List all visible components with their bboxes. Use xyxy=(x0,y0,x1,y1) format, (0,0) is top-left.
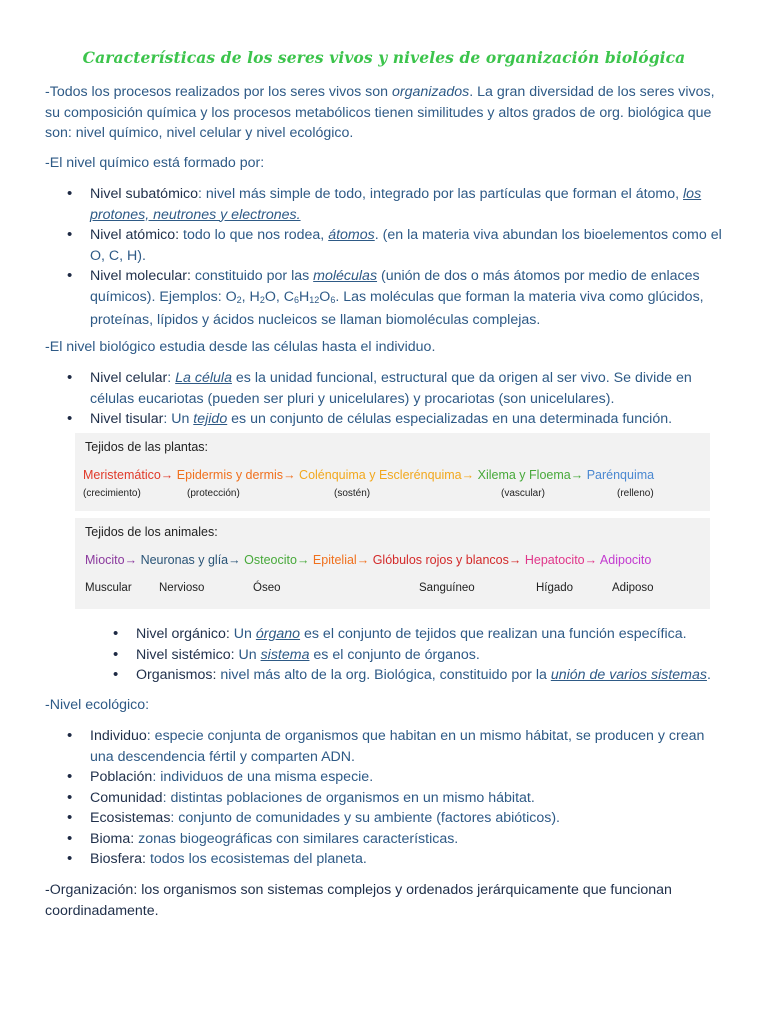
arrow-icon: → xyxy=(356,553,370,567)
text-molecular-3: . Las moléculas que forman la materia viva como glúcidos, proteínas, lípidos y ácidos nucleicos se llaman biomoléculas complejas. xyxy=(90,288,704,328)
link-moleculas[interactable]: moléculas xyxy=(313,268,378,284)
term-molecular: Nivel molecular: xyxy=(90,268,191,284)
label-adiposo: Adiposo xyxy=(612,582,654,594)
text-ecosistemas: : conjunto de comunidades y su ambiente (factores abióticos). xyxy=(170,810,561,826)
term-poblacion: Población xyxy=(90,769,153,785)
text-bioma: zonas biogeográficas con similares características. xyxy=(134,830,459,847)
text-comunidad: : distintas poblaciones de organismos en un mismo hábitat. xyxy=(162,789,535,806)
animales-box xyxy=(75,518,710,609)
text-molecular-1: constituido por las xyxy=(190,268,314,284)
text-h2o-b: O, C xyxy=(264,288,294,305)
tejido-parenquima: Parénquima xyxy=(586,468,655,482)
ecologico-intro: -Nivel ecológico: xyxy=(45,697,150,713)
list-item xyxy=(90,788,730,809)
term-biosfera: Biosfera: xyxy=(90,851,146,867)
label-relleno: (relleno) xyxy=(617,488,654,499)
label-higado: Hígado xyxy=(536,582,574,594)
term-comunidad: Comunidad xyxy=(90,789,163,806)
text-organismos-2: . xyxy=(706,667,711,683)
tejido-xilema: Xilema y Floema xyxy=(477,468,571,482)
text-glu-h: H xyxy=(299,288,310,305)
label-muscular: Muscular xyxy=(85,582,132,594)
arrow-icon: → xyxy=(570,468,584,482)
list-item xyxy=(90,225,730,266)
text-sistemico-1: Un xyxy=(234,646,261,663)
label-oseo: Óseo xyxy=(253,582,281,594)
link-celula[interactable]: La célula xyxy=(175,370,232,386)
tejido-globulos: Glóbulos rojos y blancos xyxy=(372,553,509,567)
intro-paragraph xyxy=(45,82,730,144)
text-celular-colon: : xyxy=(167,370,176,386)
sub-o2: 2 xyxy=(236,294,242,305)
text-celular: es la unidad funcional, estructural que da origen al ser vivo. Se divide en células eucariotas (pueden ser pluri y unicelulares) y procariotas (son unicelulares). xyxy=(90,370,692,407)
tejido-hepatocito: Hepatocito xyxy=(524,553,585,567)
term-bioma: Bioma: xyxy=(90,830,135,847)
list-item xyxy=(90,726,730,767)
arrow-icon: → xyxy=(296,553,310,567)
tejido-miocito: Miocito xyxy=(85,553,125,567)
link-organo[interactable]: órgano xyxy=(255,626,301,642)
organos-list xyxy=(136,624,736,686)
link-sistema[interactable]: sistema xyxy=(260,646,310,663)
text-molecular-2: (unión de dos o más átomos por medio de enlaces químicos). Ejemplos: O xyxy=(90,268,700,305)
arrow-icon: → xyxy=(508,553,522,567)
biologico-intro: -El nivel biológico estudia desde las células hasta el individuo. xyxy=(45,339,436,355)
list-item xyxy=(136,624,736,645)
text-h2o-a: , H xyxy=(241,288,260,305)
organizacion-paragraph: -Organización: los organismos son sistemas complejos y ordenados jerárquicamente que funcionan coordinadamente. xyxy=(45,882,672,919)
arrow-icon: → xyxy=(283,468,296,482)
tejido-epitelial: Epitelial xyxy=(312,553,357,567)
sub-h12: 12 xyxy=(309,294,320,305)
text-atomico-2: . (en la materia viva abundan los bioelementos como el O, C, H). xyxy=(90,227,722,264)
link-particulas[interactable]: los protones, neutrones y electrones. xyxy=(90,186,702,223)
list-item xyxy=(90,409,730,430)
term-celular: Nivel celular xyxy=(90,370,168,386)
intro-italic: organizados xyxy=(391,84,470,100)
page-title: Características de los seres vivos y niveles de organización biológica xyxy=(82,48,686,67)
intro-text-2: . La gran diversidad de los seres vivos, su composición química y los procesos metabólicos tienen similitudes y altos grados de org. biológica que son: nivel químico, nivel celular y nivel ecológico. xyxy=(45,84,715,141)
link-atomos[interactable]: átomos xyxy=(328,227,375,243)
tejido-neuronas: Neuronas y glía xyxy=(140,553,229,567)
text-glu-o: O xyxy=(319,288,331,305)
text-organismos-1: nivel más alto de la org. Biológica, constituido por la xyxy=(216,667,551,683)
tejido-colenquima: Colénquima y Esclerénquima xyxy=(299,468,462,482)
tejido-osteocito: Osteocito xyxy=(244,553,297,567)
term-ecosistemas: Ecosistemas xyxy=(90,810,171,826)
list-item xyxy=(90,767,730,788)
arrow-icon: → xyxy=(584,553,598,567)
term-organismos: Organismos: xyxy=(136,667,217,683)
label-sosten: (sostén) xyxy=(334,488,371,499)
text-atomico-1: todo lo que nos rodea, xyxy=(179,227,329,243)
arrow-icon: → xyxy=(160,468,174,482)
link-tejido[interactable]: tejido xyxy=(193,411,228,427)
tejido-epidermis: Epidermis y dermis xyxy=(176,468,284,482)
list-item xyxy=(90,829,730,850)
list-item xyxy=(90,184,730,225)
label-vascular: (vascular) xyxy=(501,488,545,499)
list-item xyxy=(90,849,730,870)
ecologico-list xyxy=(90,726,730,870)
text-organico-1: Un xyxy=(229,626,256,642)
quimico-list xyxy=(90,184,730,331)
arrow-icon: → xyxy=(124,553,138,567)
text-organico-2: es el conjunto de tejidos que realizan una función específica. xyxy=(300,626,687,642)
label-crecimiento: (crecimiento) xyxy=(83,488,141,499)
list-item xyxy=(90,368,730,409)
text-biosfera: todos los ecosistemas del planeta. xyxy=(146,851,367,867)
list-item xyxy=(136,645,736,666)
sub-c6: 6 xyxy=(294,294,300,305)
text-tisular-1: : Un xyxy=(163,411,194,427)
biologico-list xyxy=(90,368,730,430)
link-sistemas[interactable]: unión de varios sistemas xyxy=(550,667,707,683)
list-item xyxy=(90,266,730,331)
label-sanguineo: Sanguíneo xyxy=(419,582,475,594)
text-individuo: : especie conjunta de organismos que habitan en un mismo hábitat, se producen y crean una descendencia fértil y comparten ADN. xyxy=(90,728,705,765)
label-nervioso: Nervioso xyxy=(159,582,205,594)
term-tisular: Nivel tisular xyxy=(90,411,164,427)
term-individuo: Individuo xyxy=(90,728,147,744)
intro-text-1: -Todos los procesos realizados por los seres vivos son xyxy=(45,84,392,100)
plantas-sequence xyxy=(83,468,654,482)
arrow-icon: → xyxy=(228,553,241,567)
list-item xyxy=(90,808,730,829)
plantas-title: Tejidos de las plantas: xyxy=(85,440,208,454)
term-organico: Nivel orgánico: xyxy=(136,626,230,642)
animales-sequence xyxy=(85,553,651,567)
text-poblacion: : individuos de una misma especie. xyxy=(152,769,374,785)
sub-o6: 6 xyxy=(330,294,336,305)
label-proteccion: (protección) xyxy=(187,488,240,499)
text-subatomico: : nivel más simple de todo, integrado por las partículas que forman el átomo, xyxy=(198,186,684,202)
term-sistemico: Nivel sistémico: xyxy=(136,646,235,663)
tejido-adipocito: Adipocito xyxy=(599,553,652,567)
text-sistemico-2: es el conjunto de órganos. xyxy=(309,646,480,663)
term-atomico: Nivel atómico: xyxy=(90,227,180,243)
plantas-box xyxy=(75,433,710,511)
term-subatomico: Nivel subatómico xyxy=(90,186,199,202)
text-tisular-2: es un conjunto de células especializadas en una determinada función. xyxy=(227,411,673,427)
sub-h2o: 2 xyxy=(259,294,265,305)
list-item xyxy=(136,665,736,686)
animales-title: Tejidos de los animales: xyxy=(85,525,218,539)
quimico-intro: -El nivel químico está formado por: xyxy=(45,155,265,171)
tejido-meristematico: Meristemático xyxy=(83,468,161,482)
arrow-icon: → xyxy=(461,468,475,482)
